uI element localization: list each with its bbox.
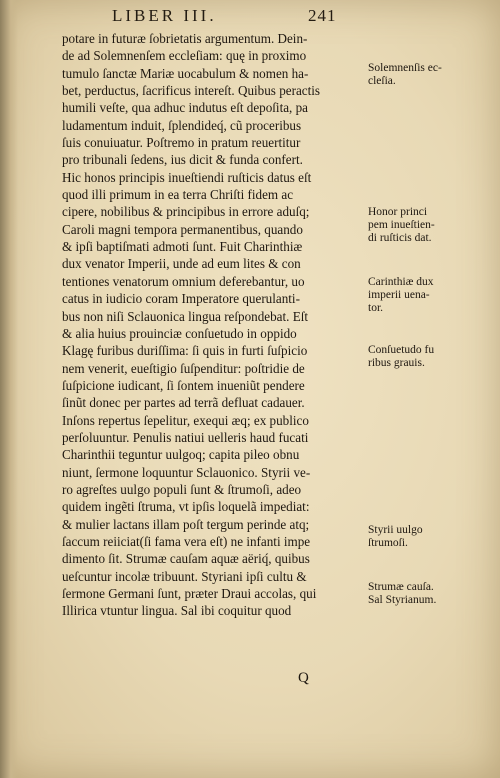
text-line: cipere, nobilibus & principibus in errore aduſq; [62, 204, 310, 220]
margin-note [368, 344, 496, 370]
margin-note-line: Solemnenſis ec- [368, 62, 442, 74]
text-line: bet, perductus, ſacrificus intereſt. Quibus peractis [62, 83, 321, 99]
margin-note-line: pem inueſtien- [368, 219, 435, 231]
text-line: catus in iudicio coram Imperatore querulanti- [62, 291, 300, 307]
text-line: pro tribunali ſedens, ius dicit & funda confert. [62, 152, 303, 168]
text-line: ſermone Germani ſunt, præter Draui accolas, qui [62, 586, 317, 601]
margin-note-line: di ruſticis dat. [368, 232, 432, 244]
text-line: tentiones venatorum omnium deferebantur, uo [62, 273, 305, 289]
margin-note [368, 524, 496, 550]
margin-note-line: ribus grauis. [368, 357, 425, 369]
margin-note-line: Sal Styrianum. [368, 594, 437, 606]
margin-note-line: Carinthiæ dux [368, 276, 434, 288]
text-line: niunt, ſermone loquuntur Sclauonico. Styrii ve- [62, 464, 311, 480]
page-gutter [0, 0, 18, 778]
text-line: ſuſpicione iudicant, ſi ſontem inueniũt pendere [62, 377, 305, 393]
margin-note-line: tor. [368, 302, 384, 314]
text-line: ſuis conuiuatur. Poſtremo in pratum reuertitur [62, 135, 301, 151]
text-line: Charinthii teguntur uulgoq; capita pileo obnu [62, 447, 300, 463]
margin-note-line: Conſuetudo fu [368, 344, 435, 356]
text-line: de ad Solemnenſem eccleſiam: quę in proximo [62, 48, 307, 64]
text-line: ſaccum reiiciat(ſi fama vera eſt) ne infanti impe [62, 533, 311, 549]
text-line: quod illi primum in ea terra Chriſti fidem ac [62, 187, 294, 203]
margin-note [368, 581, 496, 607]
book-title: LIBER III. [112, 6, 217, 25]
text-line: humili veſte, qua adhuc indutus eſt depoſita, pa [62, 100, 308, 116]
text-line: tumulo ſanctæ Mariæ uocabulum & nomen ha- [62, 65, 309, 81]
text-line: ueſcuntur incolæ tribuunt. Styriani ipſi cultu & [62, 568, 307, 584]
margin-note-line: Styrii uulgo [368, 524, 423, 536]
text-line: ſinũt donec per partes ad terrã defluat cadauer. [62, 395, 305, 411]
margin-note [368, 206, 496, 245]
margin-note-line: cleſia. [368, 75, 396, 87]
text-line: & alia huius prouinciæ conſuetudo in oppido [62, 325, 297, 341]
text-line: perſoluuntur. Penulis natiui uelleris haud fucati [62, 429, 309, 445]
running-head [112, 6, 412, 28]
catchword: Q [298, 670, 309, 686]
text-line: & ipſi baptiſmati admoti ſunt. Fuit Charinthiæ [62, 239, 303, 255]
text-line: dimento ſit. Strumæ cauſam aquæ aëriq́, quibus [62, 551, 310, 567]
text-line: Illirica vtuntur lingua. Sal ibi coquitur quod [62, 603, 292, 619]
margin-note-line: imperii uena- [368, 289, 430, 301]
page-number: 241 [308, 6, 337, 25]
margin-note-line: Strumæ cauſa. [368, 581, 434, 593]
margin-note-line: ſtrumoſi. [368, 537, 408, 549]
text-line: nem venerit, eueſtigio ſuſpenditur: poſtridie de [62, 360, 305, 376]
text-line: Inſons repertus ſepelitur, exequi æq; ex publico [62, 412, 309, 428]
text-line: quidem ingẽti ſtruma, vt ipſis loquelã impediat: [62, 499, 310, 515]
text-line: ro agreſtes uulgo populi ſunt & ſtrumoſi, adeo [62, 481, 302, 497]
margin-note [368, 276, 496, 315]
text-line: potare in futuræ ſobrietatis argumentum. Dein- [62, 31, 308, 46]
text-line: & mulier lactans illam poſt tergum perinde atq; [62, 516, 310, 532]
main-text-column [62, 30, 370, 620]
text-line: dux venator Imperii, unde ad eum lites & con [62, 256, 301, 272]
margin-note-line: Honor princi [368, 206, 428, 218]
text-line: bus non niſi Sclauonica lingua reſpondebat. Eſt [62, 308, 309, 324]
text-line: Klagę furibus duriſſima: ſi quis in furti ſuſpicio [62, 343, 308, 359]
margin-note [368, 62, 496, 88]
text-line: Caroli magni tempora permanentibus, quando [62, 221, 303, 237]
text-line: Hic honos principis inueſtiendi ruſticis datus eſt [62, 169, 312, 185]
text-line: ludamentum induit, ſplendideq́, cũ proceribus [62, 117, 302, 133]
